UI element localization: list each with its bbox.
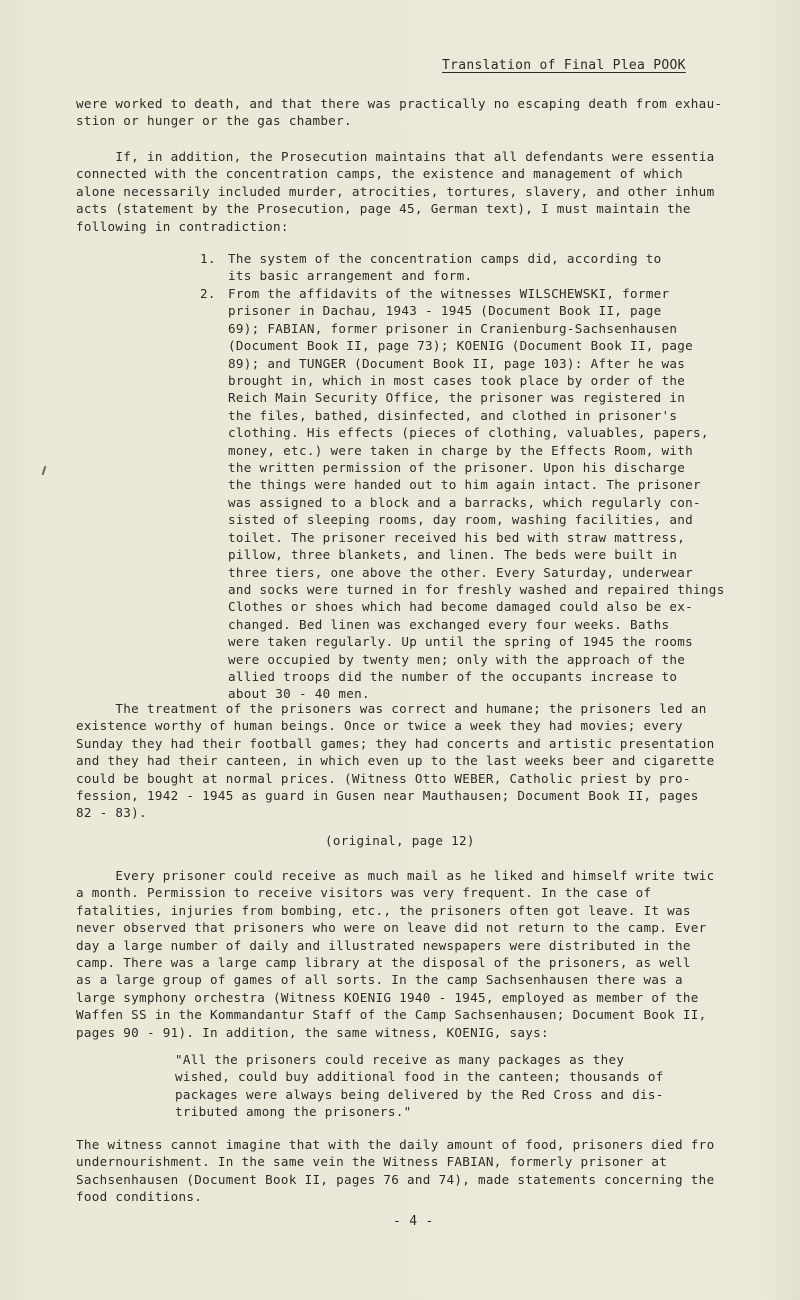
paragraph-continuation: were worked to death, and that there was practically no escaping death from exhau- stion or hunger or the gas chamber. [76,96,723,129]
paragraph-food-conditions: The witness cannot imagine that with the daily amount of food, prisoners died fro undernourishment. In the same vein the Witness FABIAN, formerly prisoner at Sachsenhausen (Document Book II, pages 76 and 74), made statements concerning the food conditions. [76,1137,715,1205]
document-header-title: Translation of Final Plea POOK [442,58,686,73]
original-page-reference: (original, page 12) [325,833,475,848]
list-item-1-text: The system of the concentration camps did, according to its basic arrangement and form. [228,251,662,284]
list-item-2-text: From the affidavits of the witnesses WILSCHEWSKI, former prisoner in Dachau, 1943 - 1945 (Document Book II, page 69); FABIAN, former prisoner in Cranienburg-Sachsenhausen (Document Book II, page 73); KOENIG (Document Book II, page 89); and TUNGER (Document Book II, page 103): After he was brought in, which in most cases took place by order of the Reich Main Security Office, the prisoner was registered in the files, bathed, disinfected, and clothed in prisoner's clothing. His effects (pieces of clothing, valuables, papers, money, etc.) were taken in charge by the Effects Room, with the written permission of the prisoner. Upon his discharge the things were handed out to him again intact. The prisoner was assigned to a block and a barracks, which regularly con- sisted of sleeping rooms, day room, washing facilities, and toilet. The prisoner received his bed with straw mattress, pillow, three blankets, and linen. The beds were built in three tiers, one above the other. Every Saturday, underwear and socks were turned in for freshly washed and repaired things Clothes or shoes which had become damaged could also be ex- changed. Bed linen was exchanged every four weeks. Baths were taken regularly. Up until the spring of 1945 the rooms were occupied by twenty men; only with the approach of the allied troops did the number of the occupants increase to about 30 - 40 men. [228,286,725,702]
list-item-1-number: 1. [200,251,216,266]
paragraph-treatment-of-prisoners: The treatment of the prisoners was correct and humane; the prisoners led an existence worthy of human beings. Once or twice a week they had movies; every Sunday they had their football games; they had concerts and artistic presentation and they had their canteen, in which even up to the last weeks beer and cigarette could be bought at normal prices. (Witness Otto WEBER, Catholic priest by pro- fession, 1942 - 1945 as guard in Gusen near Mauthausen; Document Book II, pages 82 - 83). [76,701,715,821]
witness-quote: "All the prisoners could receive as many packages as they wished, could buy additional food in the canteen; thousands of packages were always being delivered by the Red Cross and dis- tributed among the prisoners." [175,1052,664,1120]
ink-mark [42,466,47,475]
paragraph-mail-and-visitors: Every prisoner could receive as much mail as he liked and himself write twic a month. Permission to receive visitors was very frequent. In the case of fatalities, injuries from bombing, etc., the prisoners often got leave. It was never observed that prisoners who were on leave did not return to the camp. Ever day a large number of daily and illustrated newspapers were distributed in the camp. There was a large camp library at the disposal of the prisoners, as well as a large group of games of all sorts. In the camp Sachsenhausen there was a large symphony orchestra (Witness KOENIG 1940 - 1945, employed as member of the Waffen SS in the Kommandantur Staff of the Camp Sachsenhausen; Document Book II, pages 90 - 91). In addition, the same witness, KOENIG, says: [76,868,715,1040]
list-item-2-number: 2. [200,286,216,301]
paragraph-prosecution-contradiction: If, in addition, the Prosecution maintains that all defendants were essentia connected with the concentration camps, the existence and management of which alone necessarily included murder, atrocities, tortures, slavery, and other inhum acts (statement by the Prosecution, page 45, German text), I must maintain the following in contradiction: [76,149,715,234]
page-number: - 4 - [393,1214,434,1229]
